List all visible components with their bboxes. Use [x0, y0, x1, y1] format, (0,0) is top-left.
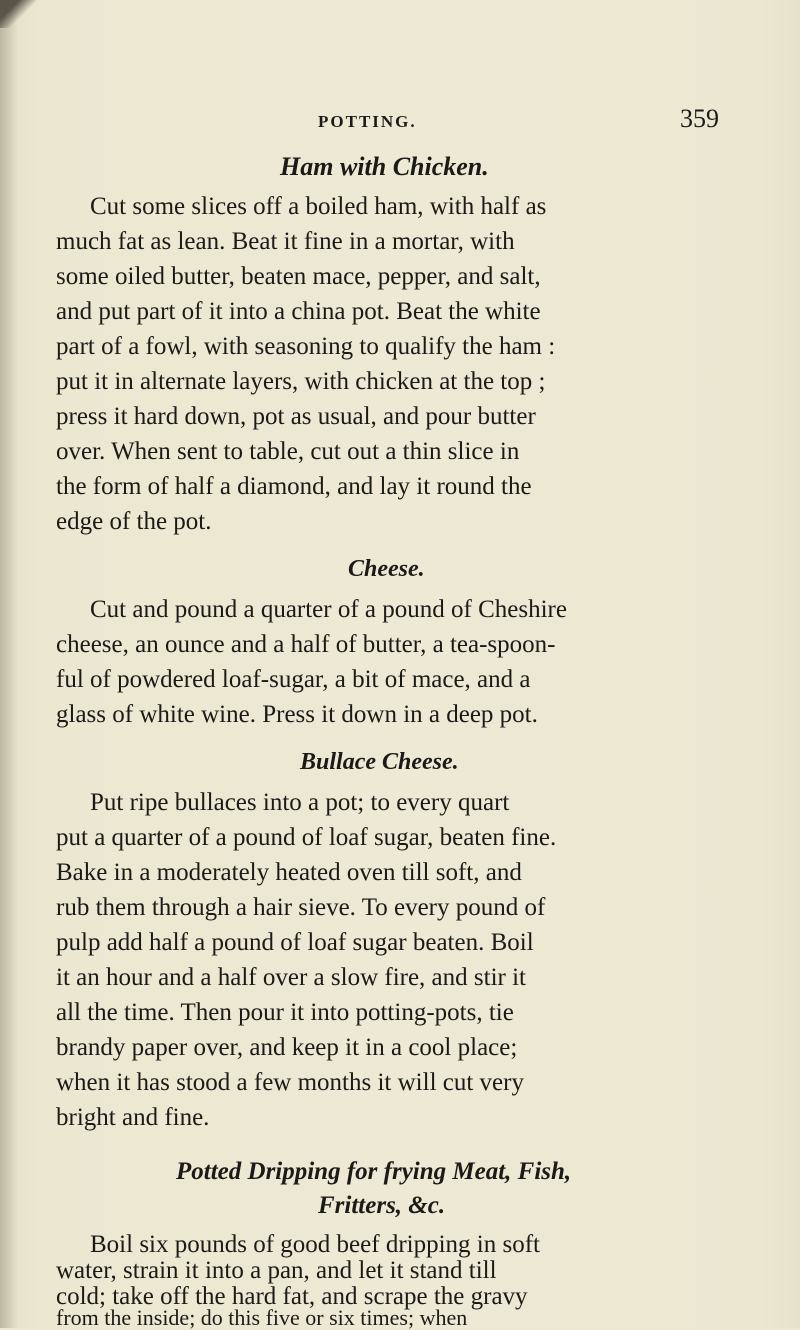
text-line: brandy paper over, and keep it in a cool place;: [56, 1034, 518, 1061]
text-line: press it hard down, pot as usual, and pour butter: [56, 403, 536, 430]
text-line: cheese, an ounce and a half of butter, a tea-spoon-: [56, 631, 556, 658]
section-title-cheese: Cheese.: [348, 556, 425, 582]
text-line: put a quarter of a pound of loaf sugar, beaten fine.: [56, 824, 557, 851]
corner-scan-mark: [0, 0, 36, 28]
text-line: Cut some slices off a boiled ham, with half as: [90, 193, 547, 220]
text-line: put it in alternate layers, with chicken at the top ;: [56, 368, 546, 395]
section-title-ham-with-chicken: Ham with Chicken.: [280, 152, 489, 181]
text-line: the form of half a diamond, and lay it round the: [56, 473, 532, 500]
text-line: when it has stood a few months it will cut very: [56, 1069, 524, 1096]
text-line: rub them through a hair sieve. To every pound of: [56, 894, 546, 921]
page-number: 359: [680, 104, 719, 133]
text-line: Boil six pounds of good beef dripping in soft: [90, 1231, 540, 1258]
running-head: POTTING.: [318, 112, 417, 131]
text-line: glass of white wine. Press it down in a deep pot.: [56, 701, 538, 728]
text-line: Bake in a moderately heated oven till soft, and: [56, 859, 522, 886]
gutter-shadow: [0, 0, 18, 1328]
text-line: it an hour and a half over a slow fire, and stir it: [56, 964, 526, 991]
text-line: all the time. Then pour it into potting-pots, tie: [56, 999, 514, 1026]
text-line: and put part of it into a china pot. Beat the white: [56, 298, 541, 325]
text-line: over. When sent to table, cut out a thin slice in: [56, 438, 520, 465]
text-line: part of a fowl, with seasoning to qualify the ham :: [56, 333, 556, 360]
section-title-bullace-cheese: Bullace Cheese.: [300, 749, 459, 775]
text-line: some oiled butter, beaten mace, pepper, and salt,: [56, 263, 541, 290]
section-title-potted-dripping: Potted Dripping for frying Meat, Fish,: [176, 1158, 572, 1185]
text-line: Put ripe bullaces into a pot; to every quart: [90, 789, 510, 816]
text-line: Cut and pound a quarter of a pound of Cheshire: [90, 596, 567, 623]
text-line: much fat as lean. Beat it fine in a mortar, with: [56, 228, 515, 255]
text-line: bright and fine.: [56, 1104, 210, 1131]
text-line: from the inside; do this five or six times; when: [56, 1305, 468, 1330]
text-line: ful of powdered loaf-sugar, a bit of mace, and a: [56, 666, 531, 693]
text-line: pulp add half a pound of loaf sugar beaten. Boil: [56, 929, 534, 956]
text-line: water, strain it into a pan, and let it stand till: [56, 1257, 497, 1284]
text-line: cold; take off the hard fat, and scrape the gravy: [56, 1283, 528, 1310]
section-title-potted-dripping-cont: Fritters, &c.: [318, 1192, 446, 1219]
text-line: edge of the pot.: [56, 508, 212, 535]
